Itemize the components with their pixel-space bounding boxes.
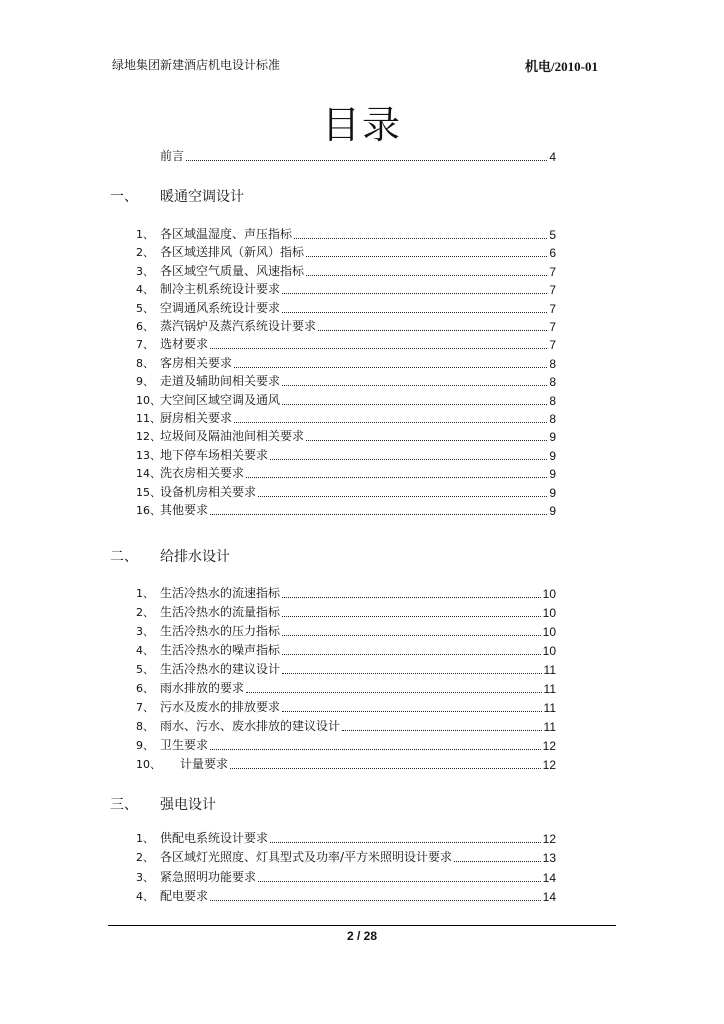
toc-item-label: 生活冷热水的流速指标: [160, 586, 281, 600]
dot-leader: [282, 403, 547, 405]
toc-item[interactable]: [136, 585, 556, 601]
toc-item[interactable]: [136, 680, 556, 696]
toc-item[interactable]: [136, 373, 556, 389]
toc-item-label: 各区域送排风（新风）指标: [160, 245, 305, 259]
toc-item-label: 厨房相关要求: [160, 411, 233, 425]
toc-item-number: 1、: [136, 228, 154, 241]
toc-item-number: 16、: [136, 504, 161, 517]
toc-item-label: 洗衣房相关要求: [160, 466, 245, 480]
toc-item-number: 9、: [136, 739, 154, 752]
toc-item-page: 7: [549, 338, 556, 352]
dot-leader: [282, 653, 541, 655]
toc-item-label: 走道及辅助间相关要求: [160, 374, 281, 388]
toc-section-heading[interactable]: [110, 546, 230, 566]
toc-item[interactable]: [136, 699, 556, 715]
dot-leader: [234, 421, 547, 423]
dot-leader: [318, 329, 547, 331]
toc-item-page: 7: [549, 283, 556, 297]
dot-leader: [258, 495, 547, 497]
toc-item-number: 1、: [136, 587, 154, 600]
toc-item-page: 12: [542, 832, 556, 846]
page-title: 目录: [321, 103, 402, 147]
toc-item-label: 各区域空气质量、风速指标: [160, 264, 305, 278]
toc-item-number: 4、: [136, 644, 154, 657]
toc-item[interactable]: [136, 661, 556, 677]
toc-item-page: 11: [543, 701, 556, 715]
toc-item-number: 2、: [136, 851, 154, 864]
toc-item-label: 大空间区域空调及通风: [160, 393, 281, 407]
toc-item-number: 3、: [136, 625, 154, 638]
toc-item-label: 垃圾间及隔油池间相关要求: [160, 429, 305, 443]
toc-item[interactable]: [136, 300, 556, 316]
toc-item[interactable]: [136, 428, 556, 444]
dot-leader: [258, 880, 541, 882]
toc-item-label: 设备机房相关要求: [160, 485, 257, 499]
toc-item-label: 卫生要求: [160, 738, 209, 752]
dot-leader: [270, 458, 547, 460]
dot-leader: [282, 311, 547, 313]
dot-leader: [234, 366, 547, 368]
toc-item-label: 各区域温湿度、声压指标: [160, 227, 293, 241]
toc-item-number: 2、: [136, 606, 154, 619]
toc-item-label: 客房相关要求: [160, 356, 233, 370]
toc-item[interactable]: [136, 718, 556, 734]
toc-item-number: 15、: [136, 486, 161, 499]
dot-leader: [306, 255, 547, 257]
toc-item-page: 9: [549, 467, 556, 481]
toc-item-page: 9: [549, 449, 556, 463]
toc-item-label: 空调通风系统设计要求: [160, 301, 281, 315]
toc-item-label: 蒸汽锅炉及蒸汽系统设计要求: [160, 319, 317, 333]
toc-item-label: 生活冷热水的压力指标: [160, 624, 281, 638]
toc-item-page: 13: [542, 851, 556, 865]
dot-leader: [454, 860, 541, 862]
toc-item-number: 6、: [136, 320, 154, 333]
toc-item-page: 4: [549, 150, 556, 164]
toc-item-page: 11: [543, 720, 556, 734]
toc-item-label: 生活冷热水的建议设计: [160, 662, 281, 676]
toc-section-heading[interactable]: [110, 186, 244, 206]
toc-item-page: 7: [549, 320, 556, 334]
toc-item-page: 11: [543, 682, 556, 696]
toc-item-page: 8: [549, 375, 556, 389]
dot-leader: [306, 439, 547, 441]
toc-item-number: 3、: [136, 265, 154, 278]
toc-item-page: 12: [542, 739, 556, 753]
dot-leader: [342, 729, 542, 731]
toc-item-page: 7: [549, 302, 556, 316]
toc-item-page: 10: [542, 625, 556, 639]
toc-item[interactable]: [136, 849, 556, 865]
dot-leader: [210, 748, 541, 750]
dot-leader: [210, 899, 541, 901]
toc-item[interactable]: [136, 447, 556, 463]
toc-item[interactable]: [136, 410, 556, 426]
toc-item-number: 10、: [136, 758, 161, 771]
toc-item[interactable]: [136, 830, 556, 846]
toc-item[interactable]: [136, 244, 556, 260]
toc-item[interactable]: [136, 263, 556, 279]
section-title: 给排水设计: [160, 549, 230, 565]
toc-item[interactable]: [136, 623, 556, 639]
toc-item-label: 计量要求: [180, 757, 229, 771]
toc-item[interactable]: [136, 604, 556, 620]
toc-item[interactable]: [136, 281, 556, 297]
toc-item-label: 污水及废水的排放要求: [160, 700, 281, 714]
section-number: 一、: [110, 189, 138, 205]
toc-item-number: 2、: [136, 246, 154, 259]
page-number: 2 / 28: [346, 929, 378, 943]
toc-item-number: 8、: [136, 720, 154, 733]
dot-leader: [282, 292, 547, 294]
toc-item-page: 12: [542, 758, 556, 772]
section-number: 三、: [110, 797, 138, 813]
toc-item-page: 14: [542, 890, 556, 904]
dot-leader: [306, 274, 547, 276]
toc-item-label: 雨水排放的要求: [160, 681, 245, 695]
toc-item-number: 7、: [136, 338, 154, 351]
toc-item[interactable]: [136, 888, 556, 904]
toc-item-number: 4、: [136, 283, 154, 296]
toc-item-label: 配电要求: [160, 889, 209, 903]
toc-item-page: 9: [549, 486, 556, 500]
dot-leader: [282, 710, 542, 712]
toc-item-page: 8: [549, 412, 556, 426]
toc-item[interactable]: [136, 737, 556, 753]
toc-item-number: 13、: [136, 449, 161, 462]
dot-leader: [282, 672, 542, 674]
section-number: 二、: [110, 549, 138, 565]
header-document-code: 机电/2010-01: [525, 59, 598, 74]
toc-item-label: 地下停车场相关要求: [160, 448, 269, 462]
dot-leader: [246, 476, 547, 478]
dot-leader: [294, 237, 547, 239]
dot-leader: [282, 596, 541, 598]
toc-item-label: 紧急照明功能要求: [160, 870, 257, 884]
dot-leader: [246, 691, 542, 693]
toc-item-label: 各区域灯光照度、灯具型式及功率/平方米照明设计要求: [160, 850, 453, 864]
toc-item-number: 10、: [136, 394, 161, 407]
dot-leader: [282, 615, 541, 617]
toc-item-label: 选材要求: [160, 337, 209, 351]
section-title: 强电设计: [160, 797, 216, 813]
dot-leader: [282, 634, 541, 636]
toc-item[interactable]: [136, 465, 556, 481]
section-title: 暖通空调设计: [160, 189, 244, 205]
toc-item-number: 6、: [136, 682, 154, 695]
toc-item-number: 8、: [136, 357, 154, 370]
dot-leader: [230, 767, 541, 769]
dot-leader: [186, 159, 547, 161]
toc-item-number: 5、: [136, 663, 154, 676]
toc-item-number: 7、: [136, 701, 154, 714]
toc-item[interactable]: [136, 318, 556, 334]
toc-item-label: 生活冷热水的噪声指标: [160, 643, 281, 657]
toc-item-number: 1、: [136, 832, 154, 845]
toc-item-number: 12、: [136, 430, 161, 443]
toc-item-label: 其他要求: [160, 503, 209, 517]
page-header: [112, 56, 598, 74]
toc-item-page: 5: [549, 228, 556, 242]
toc-item-label: 供配电系统设计要求: [160, 831, 269, 845]
toc-item-page: 10: [542, 587, 556, 601]
toc-item[interactable]: [136, 336, 556, 352]
toc-item-preface[interactable]: [160, 148, 556, 164]
dot-leader: [210, 513, 547, 515]
toc-item-page: 8: [549, 357, 556, 371]
toc-item-page: 6: [549, 246, 556, 260]
toc-section-heading[interactable]: [110, 794, 216, 814]
toc-item-page: 14: [542, 871, 556, 885]
toc-item[interactable]: [136, 355, 556, 371]
toc-item[interactable]: [136, 392, 556, 408]
toc-item[interactable]: [136, 226, 556, 242]
dot-leader: [210, 347, 547, 349]
dot-leader: [270, 841, 541, 843]
toc-item-number: 11、: [136, 412, 161, 425]
toc-item[interactable]: [136, 869, 556, 885]
toc-item[interactable]: [136, 756, 556, 772]
dot-leader: [282, 384, 547, 386]
toc-item-number: 5、: [136, 302, 154, 315]
toc-item-page: 11: [543, 663, 556, 677]
toc-item-label: 生活冷热水的流量指标: [160, 605, 281, 619]
toc-item[interactable]: [136, 484, 556, 500]
toc-item-page: 10: [542, 644, 556, 658]
toc-item-page: 10: [542, 606, 556, 620]
footer-divider: [108, 925, 616, 926]
toc-item-number: 14、: [136, 467, 161, 480]
toc-item[interactable]: [136, 502, 556, 518]
toc-item-page: 8: [549, 394, 556, 408]
header-document-title: 绿地集团新建酒店机电设计标准: [112, 58, 281, 72]
toc-item-page: 7: [549, 265, 556, 279]
toc-item-label: 制冷主机系统设计要求: [160, 282, 281, 296]
toc-item-number: 4、: [136, 890, 154, 903]
toc-item-number: 3、: [136, 871, 154, 884]
toc-item[interactable]: [136, 642, 556, 658]
toc-item-number: 9、: [136, 375, 154, 388]
toc-item-label: 雨水、污水、废水排放的建议设计: [160, 719, 341, 733]
toc-item-label: 前言: [160, 149, 185, 163]
toc-item-page: 9: [549, 504, 556, 518]
toc-item-page: 9: [549, 430, 556, 444]
